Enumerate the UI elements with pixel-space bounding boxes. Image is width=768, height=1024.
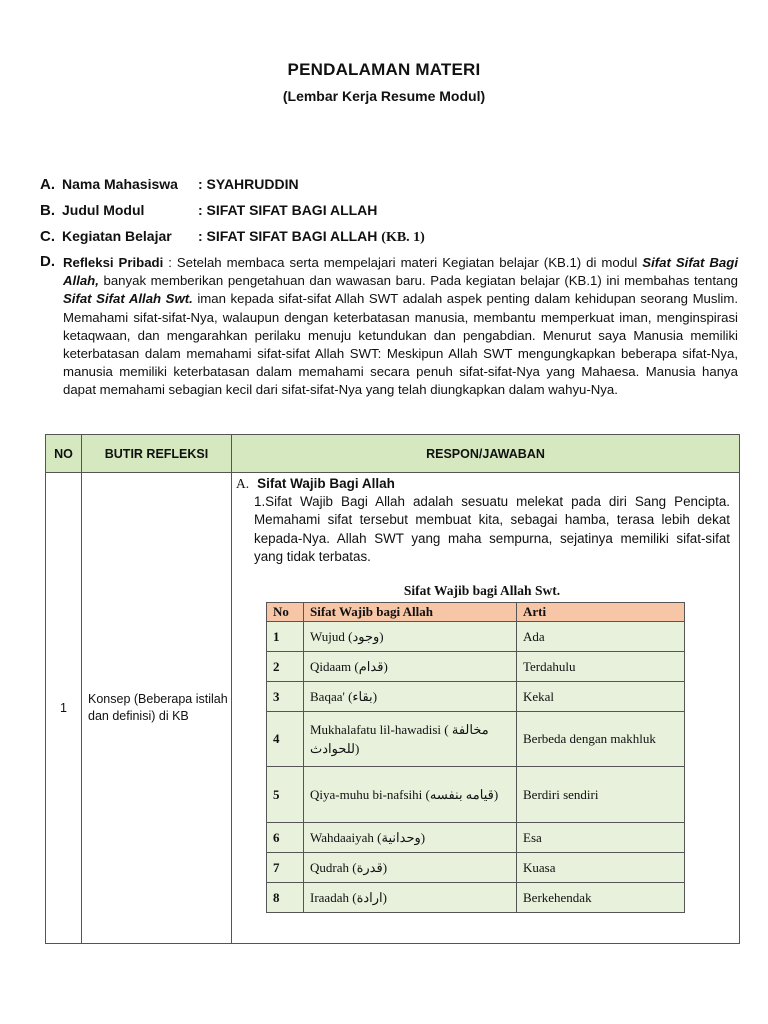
col-header-butir: BUTIR REFLEKSI: [82, 435, 232, 473]
inner-name: Iraadah (ارادة): [304, 883, 517, 913]
inner-name: Wahdaaiyah (وحدانية): [304, 823, 517, 853]
reflection-emphasis: Sifat Sifat Bagi Allah,: [63, 255, 738, 289]
inner-name: Qiya-muhu bi-nafsihi (قيامه بنفسه): [304, 767, 517, 823]
info-row-judul: [40, 202, 377, 219]
info-value-extra: (KB. 1): [381, 230, 425, 245]
info-value: : SYAHRUDDIN: [198, 176, 299, 192]
info-value: : SIFAT SIFAT BAGI ALLAH: [198, 228, 378, 244]
inner-no: 3: [267, 682, 304, 712]
inner-arti: Berdiri sendiri: [517, 767, 685, 823]
reflection-emphasis: Sifat Sifat Allah Swt.: [63, 291, 193, 307]
inner-arti: Berkehendak: [517, 883, 685, 913]
table-row: [267, 853, 685, 883]
inner-arti: Esa: [517, 823, 685, 853]
inner-no: 5: [267, 767, 304, 823]
inner-header-row: [267, 603, 685, 622]
inner-arti: Terdahulu: [517, 652, 685, 682]
section-heading: [236, 476, 395, 492]
table-row: [267, 652, 685, 682]
section-title: Sifat Wajib Bagi Allah: [257, 476, 395, 491]
page-subtitle: (Lembar Kerja Resume Modul): [282, 88, 486, 104]
reflection-letter: D.: [40, 253, 55, 270]
info-value: : SIFAT SIFAT BAGI ALLAH: [198, 202, 378, 218]
info-row-nama: [40, 176, 299, 193]
row-butir: Konsep (Beberapa istilah dan definisi) di KB: [82, 473, 232, 944]
info-letter: B.: [40, 202, 55, 219]
info-letter: A.: [40, 176, 55, 193]
info-label: Kegiatan Belajar: [62, 228, 172, 244]
table-row: [267, 682, 685, 712]
inner-arti: Berbeda dengan makhluk: [517, 712, 685, 767]
col-header-no: NO: [46, 435, 82, 473]
table-row: [267, 622, 685, 652]
reflection-text: banyak memberikan pengetahuan dan wawasan baru. Pada kegiatan belajar (KB.1) ini membahas tentang: [98, 273, 738, 289]
inner-name: Qidaam (قدام): [304, 652, 517, 682]
inner-no: 2: [267, 652, 304, 682]
table-row: [267, 883, 685, 913]
reflection-paragraph: [63, 254, 738, 400]
row-respon: [232, 473, 740, 944]
reflection-label: Refleksi Pribadi: [63, 255, 164, 270]
inner-arti: Kekal: [517, 682, 685, 712]
table-row: [46, 473, 740, 944]
inner-name: Qudrah (قدرة): [304, 853, 517, 883]
inner-name: Baqaa' (بقاء): [304, 682, 517, 712]
reflection-table: [45, 434, 740, 944]
reflection-text: : Setelah membaca serta mempelajari materi Kegiatan belajar (KB.1) di modul: [163, 255, 643, 270]
section-letter: A.: [236, 476, 250, 491]
info-letter: C.: [40, 228, 55, 245]
inner-header-sifat: Sifat Wajib bagi Allah: [304, 603, 517, 622]
table-row: [267, 712, 685, 767]
reflection-text: iman kepada sifat-sifat Allah SWT adalah aspek penting dalam kehidupan seorang Muslim. Memahami sifat-sifat-Nya, walaupun dengan keterbatasan manusia, membantu memperkuat iman, menginspirasi ketaqwaan, dan mengarahkan perilaku menuju ketundukan dan pengabdian. Menurut saya Manusia memiliki keterbatasan dalam memahami sifat-sifat Allah SWT: Meskipun Allah SWT mengungkapkan beberapa sifat-Nya, manusia memiliki keterbatasan dalam memahami secara penuh sifat-sifat-Nya yang Mahaesa. Manusia hanya dapat memahami sebagian kecil dari sifat-sifat-Nya yang telah diungkapkan dalam wahyu-Nya.: [63, 291, 738, 398]
info-row-kegiatan: [40, 228, 425, 246]
table-row: [267, 767, 685, 823]
table-row: [267, 823, 685, 853]
inner-arti: Ada: [517, 622, 685, 652]
sifat-wajib-table: [266, 602, 685, 913]
info-label: Judul Modul: [62, 202, 145, 218]
inner-no: 4: [267, 712, 304, 767]
col-header-respon: RESPON/JAWABAN: [232, 435, 740, 473]
inner-name: Mukhalafatu lil-hawadisi ( مخالفة للحوادث): [304, 712, 517, 767]
inner-header-arti: Arti: [517, 603, 685, 622]
table-header-row: [46, 435, 740, 473]
inner-no: 1: [267, 622, 304, 652]
page-title: PENDALAMAN MATERI: [287, 60, 481, 79]
inner-no: 7: [267, 853, 304, 883]
inner-name: Wujud (وجود): [304, 622, 517, 652]
inner-arti: Kuasa: [517, 853, 685, 883]
inner-table-caption: Sifat Wajib bagi Allah Swt.: [403, 583, 561, 598]
row-number: 1: [46, 473, 82, 944]
inner-no: 8: [267, 883, 304, 913]
response-paragraph: 1.Sifat Wajib Bagi Allah adalah sesuatu melekat pada diri Sang Pencipta. Memahami sifat tersebut membuat kita, sebagai hamba, terasa lebih dekat kepada-Nya. Allah SWT yang maha sempurna, sejatinya memiliki sifat-sifat yang tidak terbatas.: [254, 494, 730, 564]
inner-header-no: No: [267, 603, 304, 622]
info-label: Nama Mahasiswa: [62, 176, 178, 192]
inner-no: 6: [267, 823, 304, 853]
